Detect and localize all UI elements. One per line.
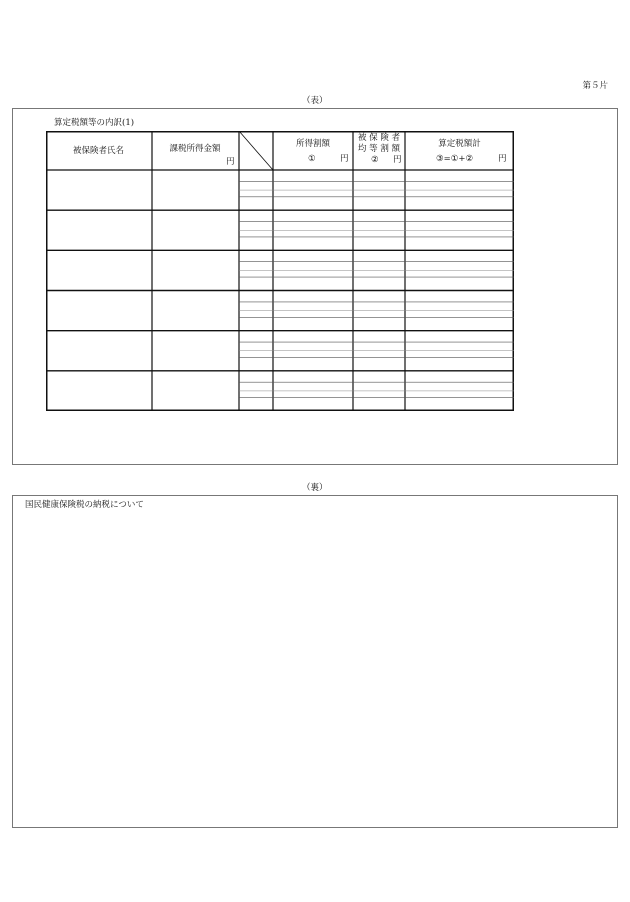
section-title: 算定税額等の内訳(1) xyxy=(54,118,135,128)
header-total-formula: ③=①+② xyxy=(436,154,474,164)
header-insured-name: 被保険者氏名 xyxy=(72,146,124,156)
header-income-levy-unit: 円 xyxy=(340,154,349,164)
back-title: 国民健康保険税の納税について xyxy=(25,500,144,510)
header-diagonal xyxy=(239,131,273,170)
header-per-capita-line1: 被 保 険 者 xyxy=(357,133,401,143)
header-per-capita-line2: 均 等 割 額 xyxy=(357,144,401,154)
header-income-levy: 所得割額 xyxy=(295,139,330,149)
header-per-capita-marker: ② xyxy=(371,155,379,165)
table-lines xyxy=(46,131,514,411)
front-side-label: （表） xyxy=(302,96,328,106)
back-frame xyxy=(12,495,618,828)
breakdown-table xyxy=(46,131,514,411)
header-taxable-income: 課税所得金額 xyxy=(169,144,221,154)
page-label: 第５片 xyxy=(582,81,608,91)
header-total-unit: 円 xyxy=(498,154,507,164)
header-income-levy-marker: ① xyxy=(308,154,316,164)
header-per-capita-unit: 円 xyxy=(393,155,402,165)
back-side-label: （裏） xyxy=(302,483,328,493)
table-border xyxy=(47,132,514,411)
header-total: 算定税額計 xyxy=(438,139,481,149)
header-taxable-income-unit: 円 xyxy=(226,157,235,167)
